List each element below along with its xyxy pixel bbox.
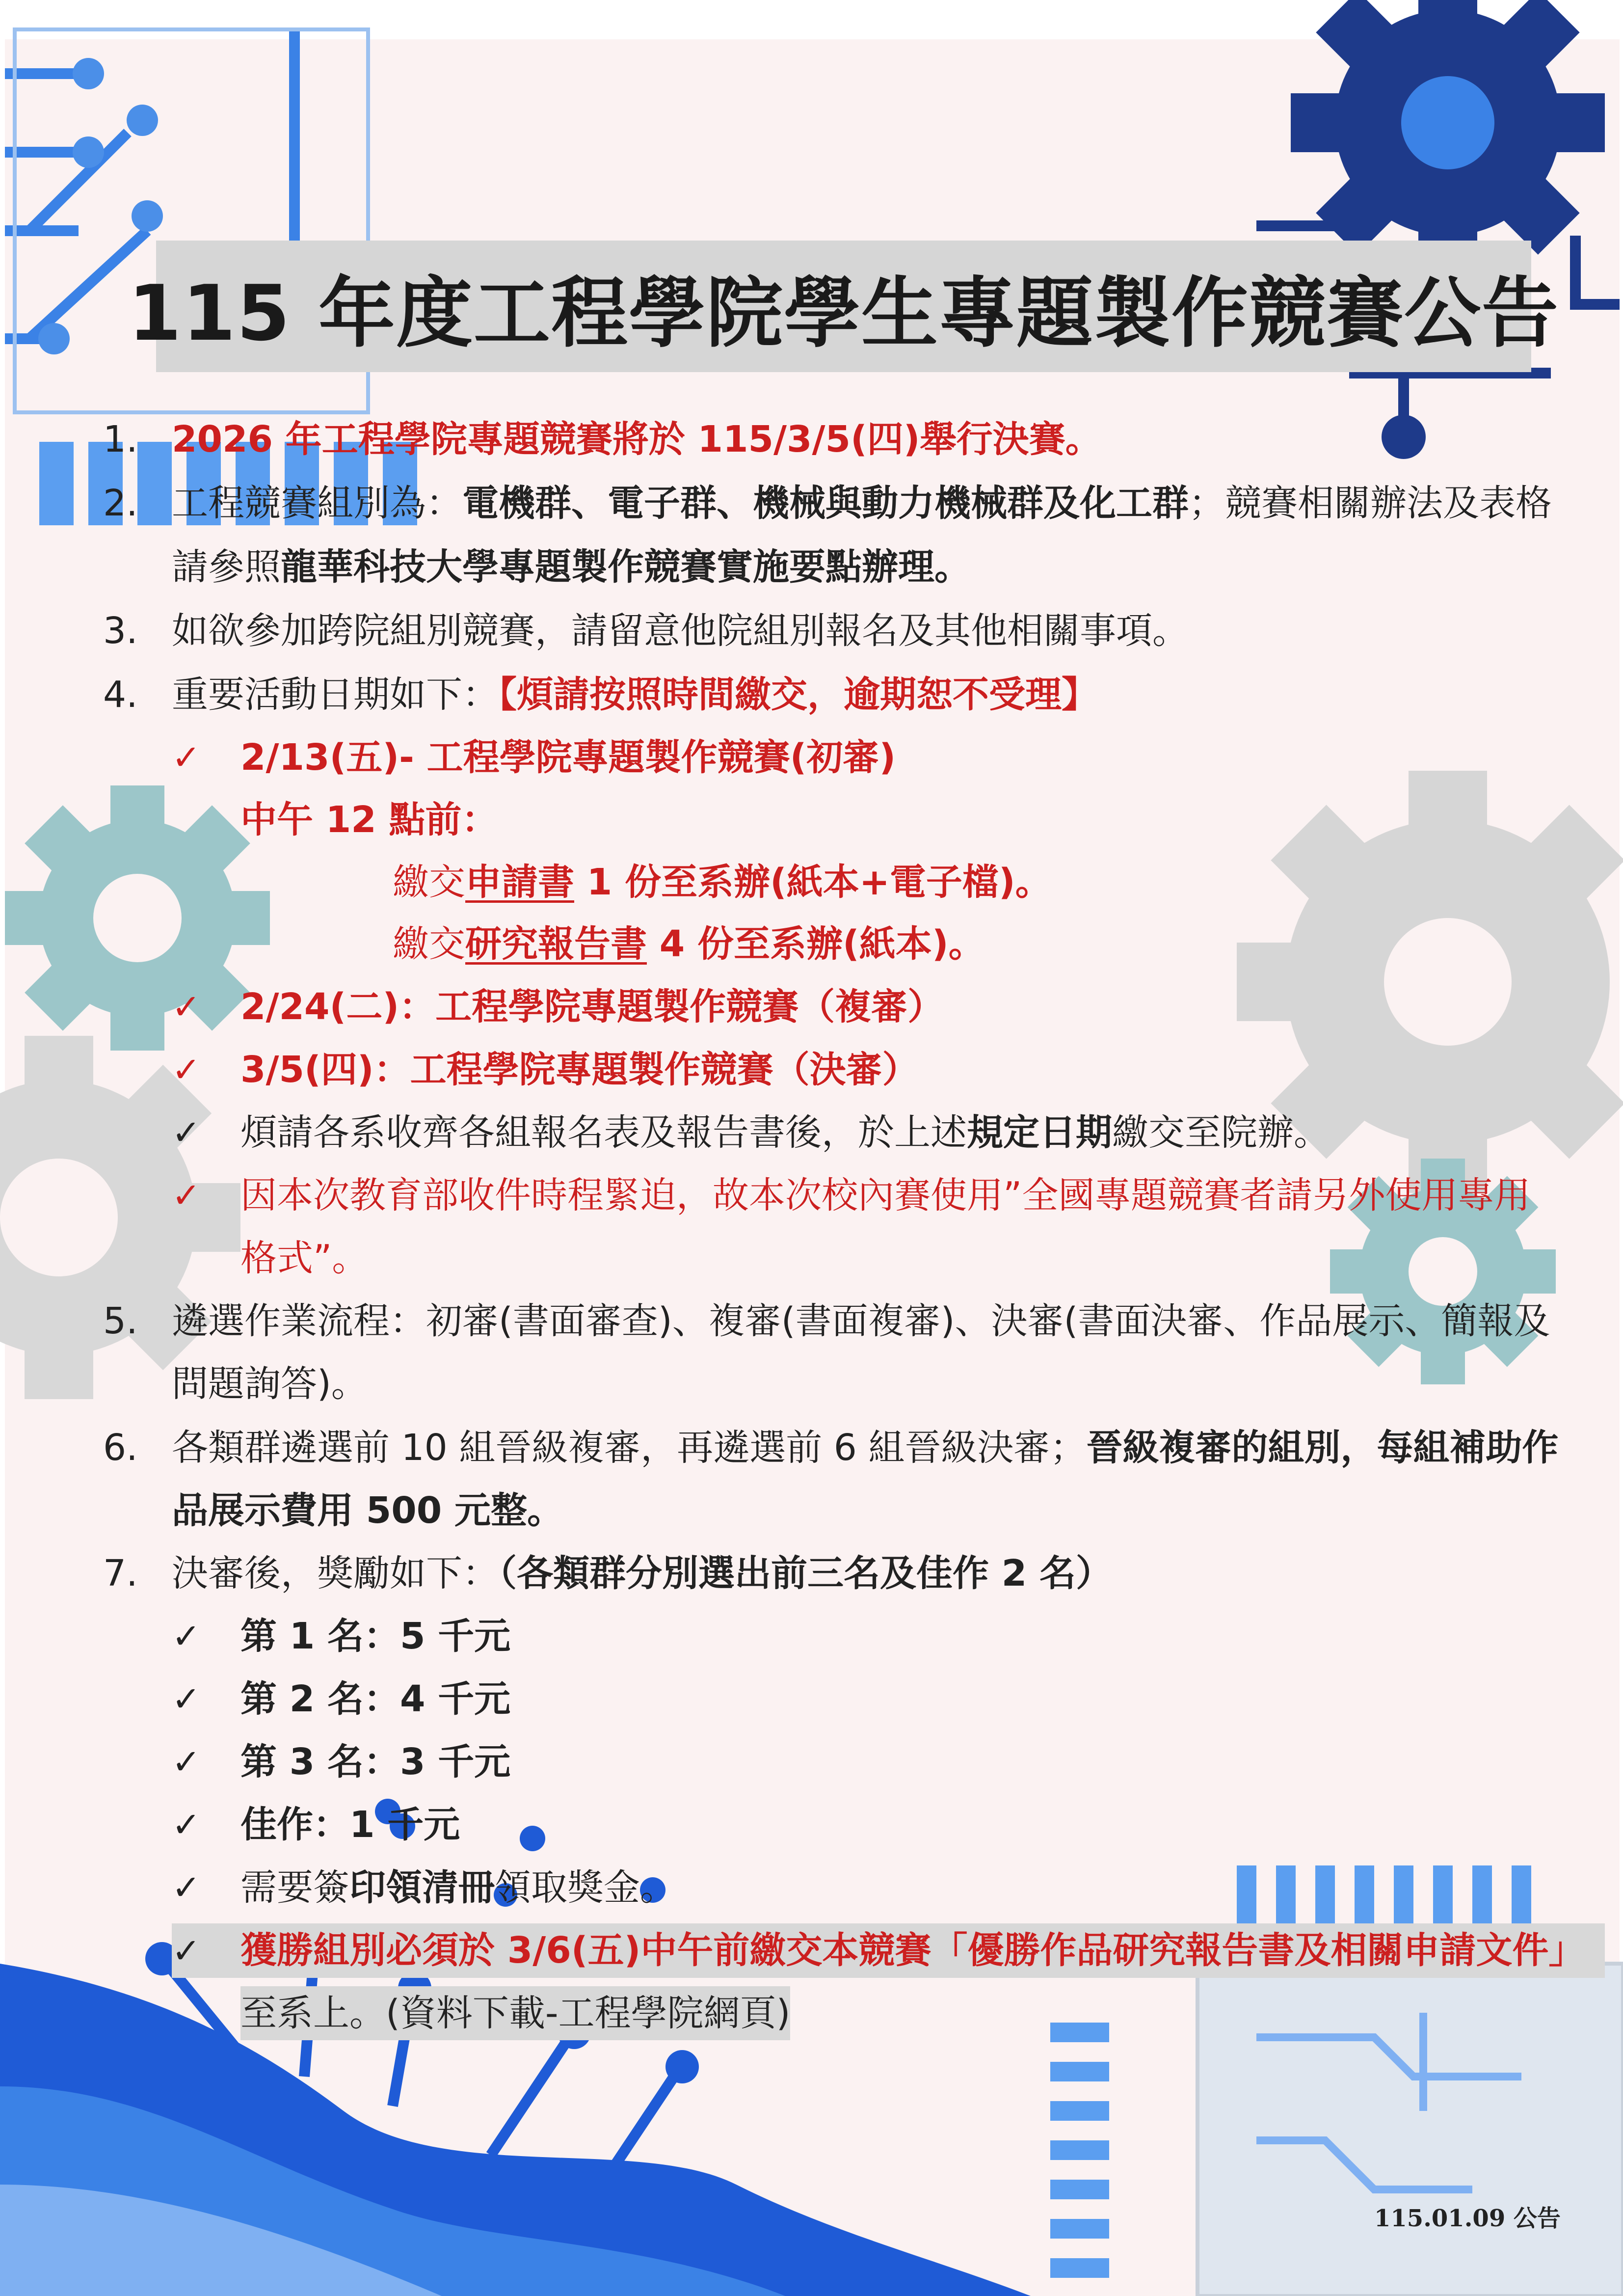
- checkmark-icon: ✓: [172, 1175, 201, 1216]
- text: 繳交: [393, 861, 465, 903]
- item-7: [172, 1546, 1112, 1600]
- item-number: 2.: [103, 482, 138, 524]
- checkmark-icon: ✓: [172, 1805, 201, 1845]
- schedule-review: 2/24(二)：工程學院專題製作競賽（複審）: [240, 986, 944, 1028]
- text: 請參照: [172, 546, 281, 588]
- item-number: 1.: [103, 418, 138, 460]
- item-3: 如欲參加跨院組別競賽，請留意他院組別報名及其他相關事項。: [172, 610, 1189, 652]
- text: 工程競賽組別為：: [172, 482, 462, 524]
- schedule-submit-application: [393, 855, 1052, 909]
- text: 決審後，獎勵如下：: [172, 1552, 499, 1594]
- text: 龍華科技大學專題製作競賽實施要點辦理。: [281, 546, 971, 588]
- text: 4 份至系辦(紙本)。: [647, 923, 985, 965]
- prize-1: 第 1 名：5 千元: [240, 1615, 511, 1657]
- schedule-note: [240, 1106, 1330, 1160]
- text: 繳交: [393, 923, 465, 965]
- item-2-line-1: [172, 476, 1552, 530]
- schedule-format-note-1: 因本次教育部收件時程緊迫，故本次校內賽使用”全國專題競賽者請另外使用專用: [240, 1174, 1531, 1216]
- text: 規定日期: [967, 1111, 1112, 1154]
- text: ；競賽相關辦法及表格: [1189, 482, 1552, 524]
- schedule-preliminary: 2/13(五)- 工程學院專題製作競賽(初審): [240, 736, 896, 779]
- item-2-line-2: [172, 540, 971, 594]
- item-number: 4.: [103, 674, 138, 716]
- item-number: 3.: [103, 610, 138, 652]
- text: 獲勝組別必須於 3/6(五)中午前繳交本競賽「優勝作品研究報告書及相關申請文件」: [240, 1929, 1585, 1972]
- schedule-noon: 中午 12 點前：: [240, 799, 498, 841]
- item-number: 6.: [103, 1427, 138, 1469]
- winner-download-note: 至系上。(資料下載-工程學院網頁): [240, 1986, 790, 2040]
- checkmark-icon: ✓: [172, 737, 201, 778]
- text: 重要活動日期如下：: [172, 674, 499, 716]
- item-number: 7.: [103, 1552, 138, 1594]
- text: 各類群遴選前 10 組晉級複審，再遴選前 6 組晉級決審；: [172, 1427, 1087, 1469]
- announcement-date: 115.01.09 公告: [1374, 2205, 1561, 2232]
- checkmark-icon: ✓: [172, 1050, 201, 1090]
- text: 印領清冊: [349, 1866, 495, 1909]
- page-title: 115 年度工程學院學生專題製作競賽公告: [128, 268, 1559, 358]
- winner-deadline-note: [172, 1923, 1605, 1978]
- text: 煩請各系收齊各組報名表及報告書後，於上述: [240, 1111, 967, 1154]
- text: 電機群、電子群、機械與動力機械群及化工群: [462, 482, 1189, 524]
- checkmark-icon: ✓: [172, 1112, 201, 1153]
- prize-honorable: 佳作：1 千元: [240, 1804, 460, 1846]
- text: （各類群分別選出前三名及佳作 2 名）: [499, 1552, 1113, 1594]
- checkmark-icon: ✓: [172, 1679, 201, 1719]
- item-1: 2026 年工程學院專題競賽將於 115/3/5(四)舉行決賽。: [172, 418, 1102, 460]
- item-6-line-1: [172, 1421, 1558, 1475]
- text: 1 份至系辦(紙本+電子檔)。: [574, 861, 1052, 903]
- item-number: 5.: [103, 1300, 138, 1342]
- item-5-line-2: 問題詢答)。: [172, 1363, 368, 1405]
- schedule-submit-report: [393, 917, 985, 971]
- prize-2: 第 2 名：4 千元: [240, 1678, 511, 1720]
- text: 需要簽: [240, 1866, 349, 1909]
- page-title-banner: [128, 241, 1559, 372]
- text: 研究報告書: [465, 923, 647, 965]
- item-5-line-1: 遴選作業流程：初審(書面審查)、複審(書面複審)、決審(書面決審、作品展示、簡報及: [172, 1300, 1550, 1342]
- schedule-format-note-2: 格式”。: [240, 1237, 369, 1279]
- text: 申請書: [465, 861, 574, 903]
- checkmark-icon: ✓: [172, 987, 201, 1027]
- prize-receipt-note: [240, 1861, 676, 1915]
- text: 晉級複審的組別，每組補助作: [1086, 1427, 1559, 1469]
- schedule-final: 3/5(四)：工程學院專題製作競賽（決審）: [240, 1049, 919, 1091]
- prize-3: 第 3 名：3 千元: [240, 1741, 511, 1783]
- item-6-line-2: 品展示費用 500 元整。: [172, 1489, 563, 1532]
- checkmark-icon: ✓: [172, 1867, 201, 1908]
- text: 領取獎金。: [495, 1866, 676, 1909]
- text: 【煩請按照時間繳交，逾期恕不受理】: [499, 674, 1098, 716]
- checkmark-icon: ✓: [172, 1742, 201, 1782]
- text: 繳交至院辦。: [1112, 1111, 1330, 1154]
- item-4: [172, 668, 1098, 722]
- checkmark-icon: ✓: [172, 1931, 201, 1971]
- checkmark-icon: ✓: [172, 1616, 201, 1656]
